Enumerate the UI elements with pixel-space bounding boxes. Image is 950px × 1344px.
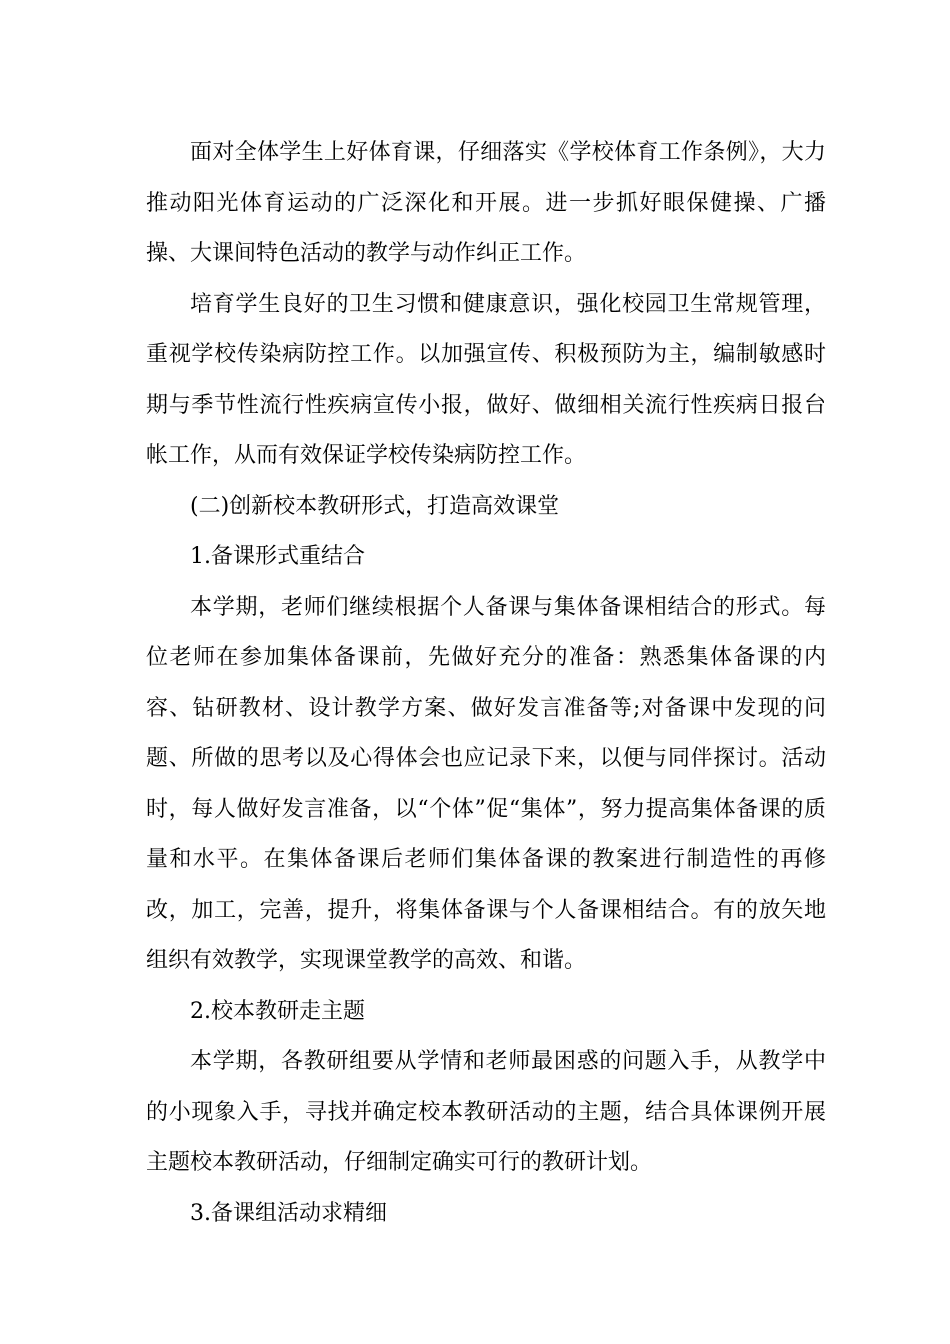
- paragraph-research-theme: 本学期，各教研组要从学情和老师最困惑的问题入手，从教学中的小现象入手，寻找并确定校本教研活动的主题，结合具体课例开展主题校本教研活动，仔细制定确实可行的教研计划。: [146, 1049, 826, 1175]
- subheading-prep-group: 3.备课组活动求精细: [190, 1200, 387, 1226]
- paragraph-hygiene: 培育学生良好的卫生习惯和健康意识，强化校园卫生常规管理，重视学校传染病防控工作。以加强宣传、积极预防为主，编制敏感时期与季节性流行性疾病宣传小报，做好、做细相关流行性疾病日报台帐工作，从而有效保证学校传染病防控工作。: [146, 291, 826, 468]
- subheading-research-theme: 2.校本教研走主题: [190, 998, 365, 1024]
- paragraph-lesson-prep: 本学期，老师们继续根据个人备课与集体备课相结合的形式。每位老师在参加集体备课前，先做好充分的准备：熟悉集体备课的内容、钻研教材、设计教学方案、做好发言准备等;对备课中发现的问题、所做的思考以及心得体会也应记录下来，以便与同伴探讨。活动时，每人做好发言准备，以“个体”促“集体”，努力提高集体备课的质量和水平。在集体备课后老师们集体备课的教案进行制造性的再修改，加工，完善，提升，将集体备课与个人备课相结合。有的放矢地组织有效教学，实现课堂教学的高效、和谐。: [146, 594, 826, 973]
- paragraph-pe-class: 面对全体学生上好体育课，仔细落实《学校体育工作条例》，大力推动阳光体育运动的广泛深化和开展。进一步抓好眼保健操、广播操、大课间特色活动的教学与动作纠正工作。: [146, 140, 826, 266]
- subheading-lesson-prep: 1.备课形式重结合: [190, 544, 365, 569]
- document-body: [146, 128, 826, 1239]
- section-heading-teaching-research: (二)创新校本教研形式，打造高效课堂: [190, 493, 560, 519]
